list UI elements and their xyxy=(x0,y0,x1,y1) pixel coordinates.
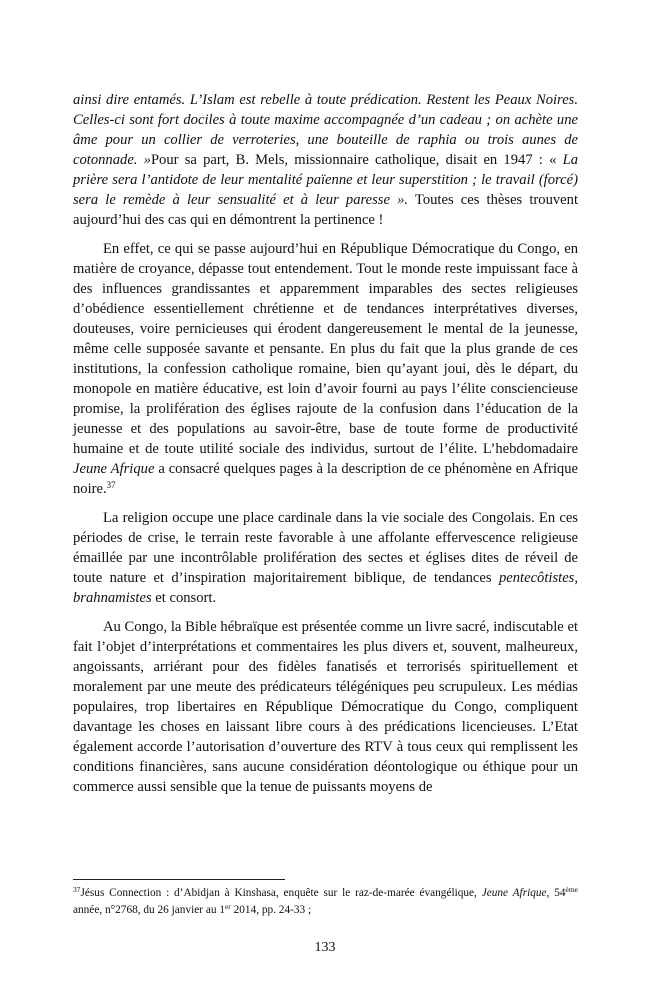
paragraph-1 xyxy=(73,90,578,230)
footnote-text-d: année, n°2768, du 26 janvier au 1 xyxy=(73,904,225,916)
text-p2c: a consacré quelques pages à la description de ce phénomène en Afrique noire. xyxy=(73,461,578,497)
paragraph-3 xyxy=(73,508,578,608)
text-conclusion: Toutes ces thèses trouvent aujourd’hui des cas qui en démontrent la pertinence ! xyxy=(73,192,579,228)
footnote-text-c: 54 xyxy=(549,887,566,899)
footnote-journal: Jeune Afrique, xyxy=(481,887,550,899)
paragraph-4 xyxy=(73,617,578,797)
page-number: 133 xyxy=(314,940,336,955)
footnote-text-e: 2014, pp. 24-33 ; xyxy=(230,904,312,916)
footnote-sup-er: er xyxy=(224,902,231,911)
footnote-divider xyxy=(73,879,285,880)
footnote-sup-eme: ème xyxy=(565,885,578,894)
quote-mels: La prière sera l’antidote de leur mentalité païenne et leur superstition ; le travail (forcé) sera le remède à leur sensualité et à leur paresse ». xyxy=(73,152,578,208)
text-p3c: et consort. xyxy=(151,590,217,606)
text-p2a: En effet, ce qui se passe aujourd’hui en République Démocratique du Congo, en matière de croyance, dépasse tout entendement. Tout le monde reste impuissant face à des influences grandissantes et apparemment imparables des sectes religieuses d’obédience essentiellement chrétienne et de tendances interprétatives diverses, douteuses, voire pernicieuses qui érodent dangereusement le mental de la jeunesse, même celle supposée savante et pensante. En plus du fait que la plus grande de ces institutions, la confession catholique romaine, bien qu’ayant joui, dès le départ, du monopole en matière éducative, est loin d’avoir fourni au pays l’élite consciencieuse promise, la prolifération des églises rajoute de la confusion dans l’éducation de la jeunesse et des populations au savoir-être, base de toute forme de productivité humaine et de toute utilité sociale des individus, surtout de l’élite. L’hebdomadaire xyxy=(73,241,578,457)
text-tendances: pentecôtistes, brahnamistes xyxy=(73,570,578,606)
footnote-ref[interactable]: 37 xyxy=(106,480,116,490)
page-body xyxy=(73,90,578,806)
text-p3a: La religion occupe une place cardinale dans la vie sociale des Congolais. En ces périodes de crise, le terrain reste favorable à une affolante effervescence religieuse émaillée par une incontrôlable prolifération des sectes et églises dites de réveil de toute nature et d’inspiration majoritairement biblique, de tendances xyxy=(73,510,578,586)
footnote-number: 37 xyxy=(73,885,81,894)
paragraph-2 xyxy=(73,239,578,499)
title-jeune-afrique: Jeune Afrique xyxy=(73,461,155,477)
text-p4a: Au Congo, la Bible hébraïque est présentée comme un livre sacré, indiscutable et fait l’objet d’interprétations et commentaires les plus divers et, souvent, malheureux, angoissants, arriérant pour des fidèles fanatisés et terrorisés spirituellement et moralement par une meute des prédicateurs télégéniques peu scrupuleux. Les médias populaires, trop libertaires en République Démocratique du Congo, compliquent davantage les choses en laissant libre cours à des prédications licencieuses. L’Etat également accorde l’autorisation d’ouverture des RTV à tous ceux qui remplissent les conditions financières, sans aucune considération déontologique ou éthique pour un commerce aussi sensible que la tenue de puissants moyens de xyxy=(73,619,578,795)
text-mels: Pour sa part, B. Mels, missionnaire catholique, disait en 1947 : « xyxy=(150,152,563,168)
quote-islam: ainsi dire entamés. L’Islam est rebelle à toute prédication. Restent les Peaux Noires. Celles-ci sont fort dociles à toute maxime accompagnée d’un cadeau ; on achète une âme pour un collier de verroteries, une bouteille de raphia ou trois aunes de cotonnade. » xyxy=(73,92,578,168)
footnote-text-a: Jésus Connection : d’Abidjan à Kinshasa, enquête sur le raz-de-marée évangélique, xyxy=(80,887,482,899)
footnote xyxy=(73,885,578,919)
